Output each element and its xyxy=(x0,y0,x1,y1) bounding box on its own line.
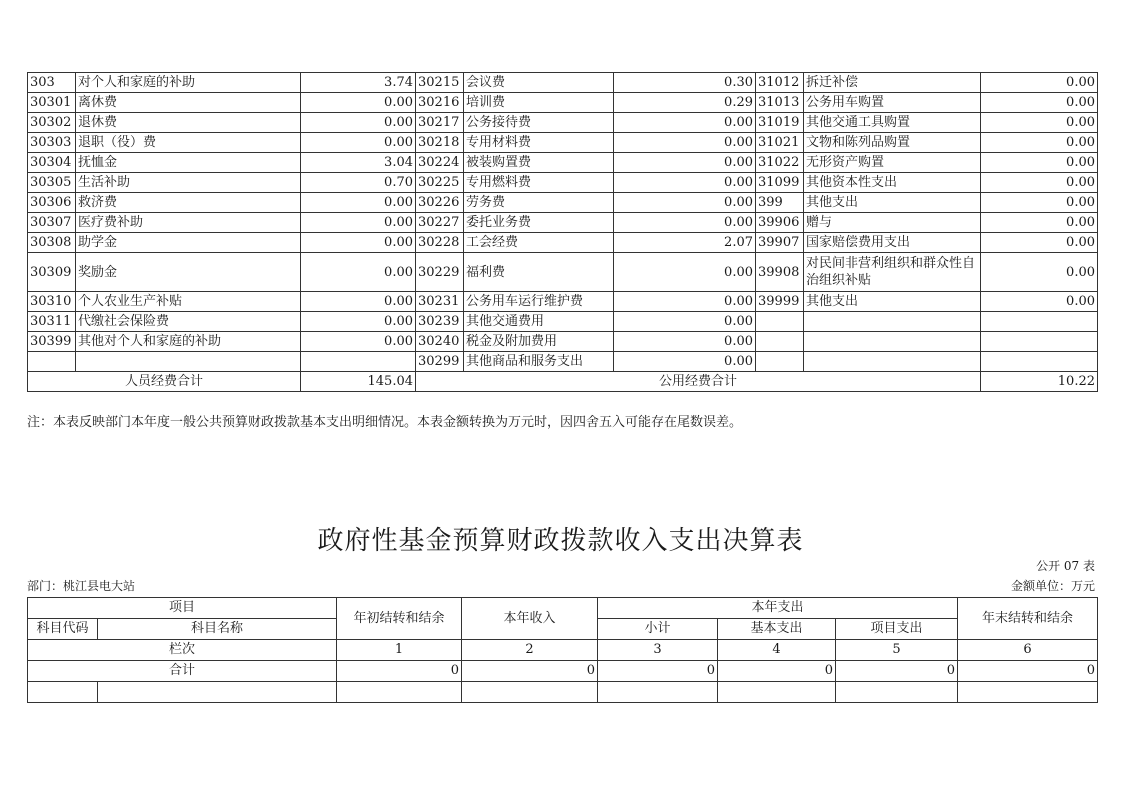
cell-amount: 0.00 xyxy=(614,153,756,173)
cell-code: 30229 xyxy=(416,253,464,292)
department-label: 部门：桃江县电大站 xyxy=(27,579,136,593)
table-row xyxy=(28,332,1098,352)
cell-code: 303 xyxy=(28,73,76,93)
cell-name: 助学金 xyxy=(76,233,301,253)
cell-amount: 0.00 xyxy=(614,352,756,372)
cell-name: 生活补助 xyxy=(76,173,301,193)
empty-cell xyxy=(337,682,462,703)
header-name: 科目名称 xyxy=(98,619,337,640)
cell-name: 劳务费 xyxy=(464,193,614,213)
cell-amount xyxy=(981,312,1098,332)
cell-code: 31013 xyxy=(756,93,804,113)
table-note: 注：本表反映部门本年度一般公共预算财政拨款基本支出明细情况。本表金额转换为万元时，因四舍五入可能存在尾数误差。 xyxy=(27,415,743,430)
column-number-row xyxy=(28,640,1098,661)
cell-name: 代缴社会保险费 xyxy=(76,312,301,332)
cell-amount: 0.00 xyxy=(301,292,416,312)
cell-code xyxy=(756,352,804,372)
cell-code: 30216 xyxy=(416,93,464,113)
cell-amount: 0.00 xyxy=(301,93,416,113)
cell-amount: 0.00 xyxy=(614,332,756,352)
cell-amount: 0.00 xyxy=(614,113,756,133)
total-row xyxy=(28,661,1098,682)
cell-amount: 0.00 xyxy=(301,312,416,332)
table-row xyxy=(28,213,1098,233)
table-row xyxy=(28,133,1098,153)
cell-code: 31099 xyxy=(756,173,804,193)
empty-cell xyxy=(958,682,1098,703)
cell-name: 其他对个人和家庭的补助 xyxy=(76,332,301,352)
cell-code: 39999 xyxy=(756,292,804,312)
cell-amount: 0.00 xyxy=(981,292,1098,312)
table-row xyxy=(28,292,1098,312)
cell-name: 赠与 xyxy=(804,213,981,233)
cell-amount: 0.00 xyxy=(301,233,416,253)
cell-name: 其他交通工具购置 xyxy=(804,113,981,133)
cell-name: 其他交通费用 xyxy=(464,312,614,332)
cell-name xyxy=(804,312,981,332)
cell-name: 对民间非营利组织和群众性自治组织补贴 xyxy=(804,253,981,292)
cell-amount: 0.30 xyxy=(614,73,756,93)
table-row xyxy=(28,113,1098,133)
cell-name: 培训费 xyxy=(464,93,614,113)
cell-code: 30305 xyxy=(28,173,76,193)
table-row xyxy=(28,253,1098,292)
cell-code: 30308 xyxy=(28,233,76,253)
cell-code: 30299 xyxy=(416,352,464,372)
cell-code xyxy=(28,352,76,372)
cell-amount: 0.00 xyxy=(614,173,756,193)
cell-code: 30306 xyxy=(28,193,76,213)
cell-amount: 0.00 xyxy=(981,93,1098,113)
cell-name: 会议费 xyxy=(464,73,614,93)
table-row xyxy=(28,233,1098,253)
totals-row xyxy=(28,372,1098,392)
cell-amount: 0.00 xyxy=(614,292,756,312)
cell-name: 公务用车购置 xyxy=(804,93,981,113)
cell-code: 30240 xyxy=(416,332,464,352)
table-row xyxy=(28,93,1098,113)
cell-amount: 0.00 xyxy=(301,193,416,213)
cell-amount: 0.00 xyxy=(301,113,416,133)
cell-amount: 0.00 xyxy=(981,113,1098,133)
cell-name: 抚恤金 xyxy=(76,153,301,173)
cell-code: 30217 xyxy=(416,113,464,133)
cell-name: 退休费 xyxy=(76,113,301,133)
cell-name: 对个人和家庭的补助 xyxy=(76,73,301,93)
cell-code: 30311 xyxy=(28,312,76,332)
personnel-total-value: 145.04 xyxy=(301,372,416,392)
cell-name: 委托业务费 xyxy=(464,213,614,233)
column-number: 1 xyxy=(337,640,462,661)
cell-code: 30309 xyxy=(28,253,76,292)
cell-name: 个人农业生产补贴 xyxy=(76,292,301,312)
cell-amount: 0.29 xyxy=(614,93,756,113)
column-number: 3 xyxy=(598,640,718,661)
cell-code: 30304 xyxy=(28,153,76,173)
cell-name: 其他支出 xyxy=(804,193,981,213)
cell-code: 31019 xyxy=(756,113,804,133)
cell-name: 救济费 xyxy=(76,193,301,213)
cell-name: 其他商品和服务支出 xyxy=(464,352,614,372)
cell-code: 30225 xyxy=(416,173,464,193)
cell-code: 30228 xyxy=(416,233,464,253)
page-title: 政府性基金预算财政拨款收入支出决算表 xyxy=(317,526,804,556)
header-expense: 本年支出 xyxy=(598,598,958,619)
cell-code: 30399 xyxy=(28,332,76,352)
cell-code: 30302 xyxy=(28,113,76,133)
cell-amount: 0.00 xyxy=(981,153,1098,173)
cell-amount: 0.00 xyxy=(614,213,756,233)
cell-name: 公务接待费 xyxy=(464,113,614,133)
cell-amount xyxy=(981,332,1098,352)
table-row xyxy=(28,312,1098,332)
header-basic: 基本支出 xyxy=(718,619,836,640)
cell-name: 其他支出 xyxy=(804,292,981,312)
cell-amount: 0.00 xyxy=(301,133,416,153)
header-project: 项目支出 xyxy=(836,619,958,640)
cell-amount: 0.00 xyxy=(614,312,756,332)
table-row xyxy=(28,173,1098,193)
cell-code: 399 xyxy=(756,193,804,213)
cell-code: 30224 xyxy=(416,153,464,173)
cell-name: 国家赔偿费用支出 xyxy=(804,233,981,253)
fund-budget-table xyxy=(27,597,1098,703)
cell-code: 30231 xyxy=(416,292,464,312)
cell-name: 无形资产购置 xyxy=(804,153,981,173)
cell-amount: 0.70 xyxy=(301,173,416,193)
cell-amount: 3.04 xyxy=(301,153,416,173)
cell-name: 工会经费 xyxy=(464,233,614,253)
cell-code xyxy=(756,312,804,332)
cell-amount: 0.00 xyxy=(981,233,1098,253)
cell-name: 被装购置费 xyxy=(464,153,614,173)
column-number-label: 栏次 xyxy=(28,640,337,661)
cell-amount: 0.00 xyxy=(981,193,1098,213)
cell-name: 税金及附加费用 xyxy=(464,332,614,352)
total-label: 合计 xyxy=(28,661,337,682)
cell-amount: 0.00 xyxy=(981,73,1098,93)
table-row xyxy=(28,73,1098,93)
header-subtotal: 小计 xyxy=(598,619,718,640)
column-number: 5 xyxy=(836,640,958,661)
cell-code: 30226 xyxy=(416,193,464,213)
cell-code: 39906 xyxy=(756,213,804,233)
cell-amount: 0.00 xyxy=(614,253,756,292)
table-row xyxy=(28,153,1098,173)
cell-amount: 3.74 xyxy=(301,73,416,93)
public-total-label: 公用经费合计 xyxy=(416,372,981,392)
cell-amount: 0.00 xyxy=(981,133,1098,153)
header-opening: 年初结转和结余 xyxy=(337,598,462,640)
cell-code: 30239 xyxy=(416,312,464,332)
total-value: 0 xyxy=(958,661,1098,682)
header-item: 项目 xyxy=(28,598,337,619)
empty-cell xyxy=(462,682,598,703)
cell-name xyxy=(804,332,981,352)
cell-code: 31012 xyxy=(756,73,804,93)
cell-name xyxy=(804,352,981,372)
cell-code: 30227 xyxy=(416,213,464,233)
cell-amount: 0.00 xyxy=(981,253,1098,292)
basic-expense-detail-table xyxy=(27,72,1098,392)
cell-name: 专用燃料费 xyxy=(464,173,614,193)
cell-name: 退职（役）费 xyxy=(76,133,301,153)
total-value: 0 xyxy=(836,661,958,682)
cell-name: 公务用车运行维护费 xyxy=(464,292,614,312)
unit-label: 金额单位：万元 xyxy=(1010,579,1095,593)
total-value: 0 xyxy=(337,661,462,682)
cell-amount xyxy=(301,352,416,372)
cell-code xyxy=(756,332,804,352)
cell-code: 30215 xyxy=(416,73,464,93)
column-number: 4 xyxy=(718,640,836,661)
empty-cell xyxy=(98,682,337,703)
column-number: 6 xyxy=(958,640,1098,661)
cell-code: 39907 xyxy=(756,233,804,253)
cell-code: 31021 xyxy=(756,133,804,153)
cell-code: 30303 xyxy=(28,133,76,153)
total-value: 0 xyxy=(598,661,718,682)
personnel-total-label: 人员经费合计 xyxy=(28,372,301,392)
cell-code: 30218 xyxy=(416,133,464,153)
cell-code: 30310 xyxy=(28,292,76,312)
table-row xyxy=(28,193,1098,213)
cell-name: 福利费 xyxy=(464,253,614,292)
cell-amount: 0.00 xyxy=(301,253,416,292)
header-code: 科目代码 xyxy=(28,619,98,640)
empty-cell xyxy=(718,682,836,703)
cell-amount: 0.00 xyxy=(614,133,756,153)
column-number: 2 xyxy=(462,640,598,661)
cell-code: 30301 xyxy=(28,93,76,113)
empty-cell xyxy=(28,682,98,703)
table-row xyxy=(28,352,1098,372)
public-total-value: 10.22 xyxy=(981,372,1098,392)
cell-name: 其他资本性支出 xyxy=(804,173,981,193)
header-income: 本年收入 xyxy=(462,598,598,640)
empty-row xyxy=(28,682,1098,703)
cell-code: 30307 xyxy=(28,213,76,233)
cell-amount: 0.00 xyxy=(614,193,756,213)
cell-code: 31022 xyxy=(756,153,804,173)
table-number: 公开 07 表 xyxy=(1036,559,1095,573)
cell-amount: 0.00 xyxy=(301,332,416,352)
cell-amount: 0.00 xyxy=(301,213,416,233)
total-value: 0 xyxy=(462,661,598,682)
cell-amount: 0.00 xyxy=(981,213,1098,233)
cell-name xyxy=(76,352,301,372)
cell-amount xyxy=(981,352,1098,372)
cell-name: 文物和陈列品购置 xyxy=(804,133,981,153)
cell-name: 拆迁补偿 xyxy=(804,73,981,93)
empty-cell xyxy=(836,682,958,703)
cell-amount: 0.00 xyxy=(981,173,1098,193)
header-closing: 年末结转和结余 xyxy=(958,598,1098,640)
cell-name: 奖励金 xyxy=(76,253,301,292)
empty-cell xyxy=(598,682,718,703)
total-value: 0 xyxy=(718,661,836,682)
header-row-1 xyxy=(28,598,1098,619)
cell-name: 离休费 xyxy=(76,93,301,113)
cell-code: 39908 xyxy=(756,253,804,292)
cell-amount: 2.07 xyxy=(614,233,756,253)
cell-name: 专用材料费 xyxy=(464,133,614,153)
cell-name: 医疗费补助 xyxy=(76,213,301,233)
